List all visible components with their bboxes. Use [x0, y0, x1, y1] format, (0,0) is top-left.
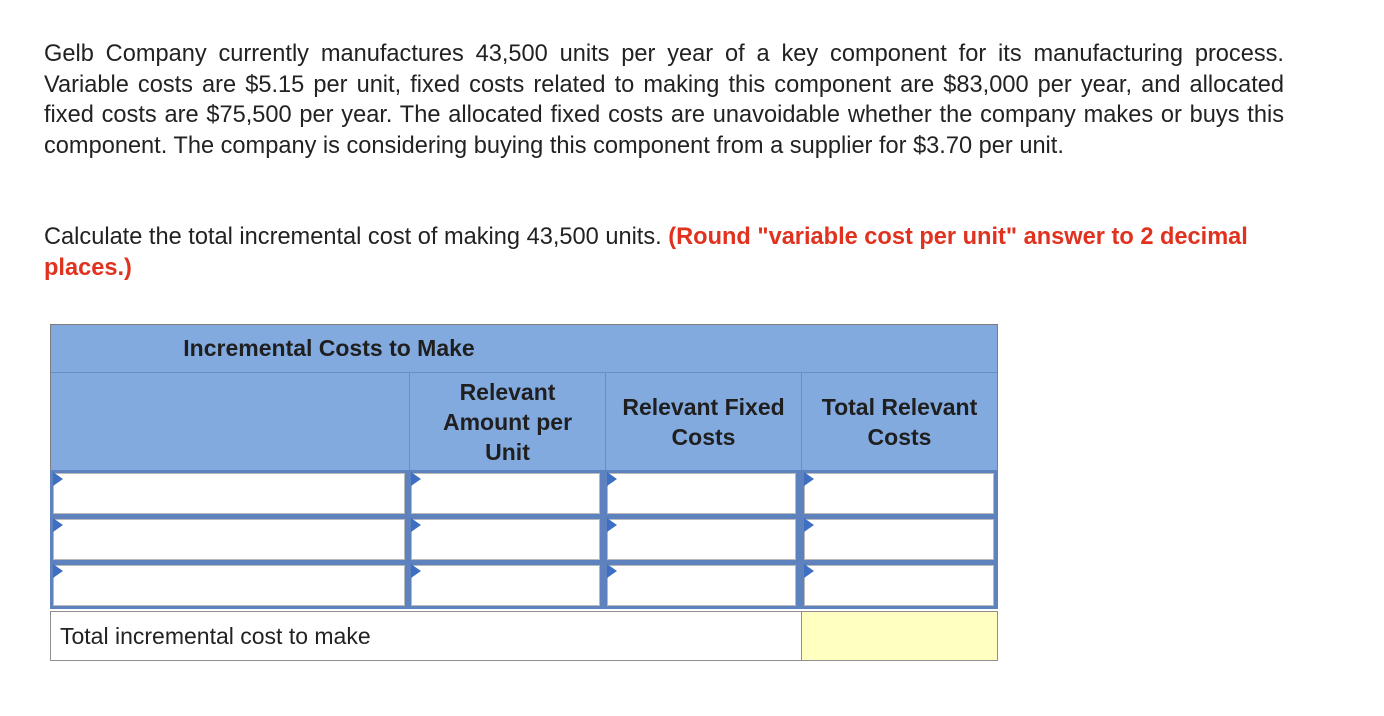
row1-fixed-costs-input[interactable]	[607, 473, 796, 514]
total-incremental-cost-label: Total incremental cost to make	[60, 623, 371, 649]
dropdown-marker-icon	[411, 518, 421, 532]
dropdown-marker-icon	[53, 564, 63, 578]
row3-amount-per-unit-input[interactable]	[411, 565, 600, 606]
dropdown-marker-icon	[411, 564, 421, 578]
row1-amount-per-unit-input[interactable]	[411, 473, 600, 514]
incremental-costs-table	[50, 324, 998, 662]
total-incremental-cost-field	[801, 612, 997, 660]
header-total-relevant-costs: Total Relevant Costs	[801, 373, 997, 470]
row2-total-costs-input[interactable]	[804, 519, 994, 560]
row2-amount-per-unit-input[interactable]	[411, 519, 600, 560]
row3-fixed-costs-input[interactable]	[607, 565, 796, 606]
dropdown-marker-icon	[411, 472, 421, 486]
header-relevant-amount-per-unit-text: Relevant Amount per Unit	[442, 378, 573, 465]
table-row	[50, 516, 998, 563]
dropdown-marker-icon	[607, 518, 617, 532]
problem-statement: Gelb Company currently manufactures 43,500 units per year of a key component for its manufacturing process. Variable costs are $5.15 per unit, fixed costs related to making this component are $83,000 per year, and allocated fixed costs are $75,500 per year. The allocated fixed costs are unavoidable whether the company makes or buys this component. The company is considering buying this component from a supplier for $3.70 per unit.	[44, 41, 1284, 159]
instruction-text: Calculate the total incremental cost of making 43,500 units.	[44, 224, 662, 250]
header-relevant-amount-per-unit	[409, 373, 605, 470]
dropdown-marker-icon	[804, 472, 814, 486]
header-relevant-fixed-costs: Relevant Fixed Costs	[605, 373, 801, 470]
dropdown-marker-icon	[804, 518, 814, 532]
row2-item-dropdown[interactable]	[53, 519, 405, 560]
dropdown-marker-icon	[607, 564, 617, 578]
rounding-note: (Round "variable cost per unit" answer to 2 decimal places.)	[44, 224, 1248, 281]
table-row	[50, 562, 998, 609]
dropdown-marker-icon	[607, 472, 617, 486]
table-header-row	[50, 372, 998, 471]
row3-item-dropdown[interactable]	[53, 565, 405, 606]
table-title-row	[50, 324, 998, 373]
total-row	[50, 611, 998, 661]
table-row	[50, 470, 998, 517]
row2-fixed-costs-input[interactable]	[607, 519, 796, 560]
row3-total-costs-input[interactable]	[804, 565, 994, 606]
header-label-column	[51, 373, 409, 470]
instruction	[44, 222, 1304, 283]
table-title: Incremental Costs to Make	[183, 335, 475, 361]
dropdown-marker-icon	[804, 564, 814, 578]
dropdown-marker-icon	[53, 518, 63, 532]
dropdown-marker-icon	[53, 472, 63, 486]
row1-total-costs-input[interactable]	[804, 473, 994, 514]
row1-item-dropdown[interactable]	[53, 473, 405, 514]
